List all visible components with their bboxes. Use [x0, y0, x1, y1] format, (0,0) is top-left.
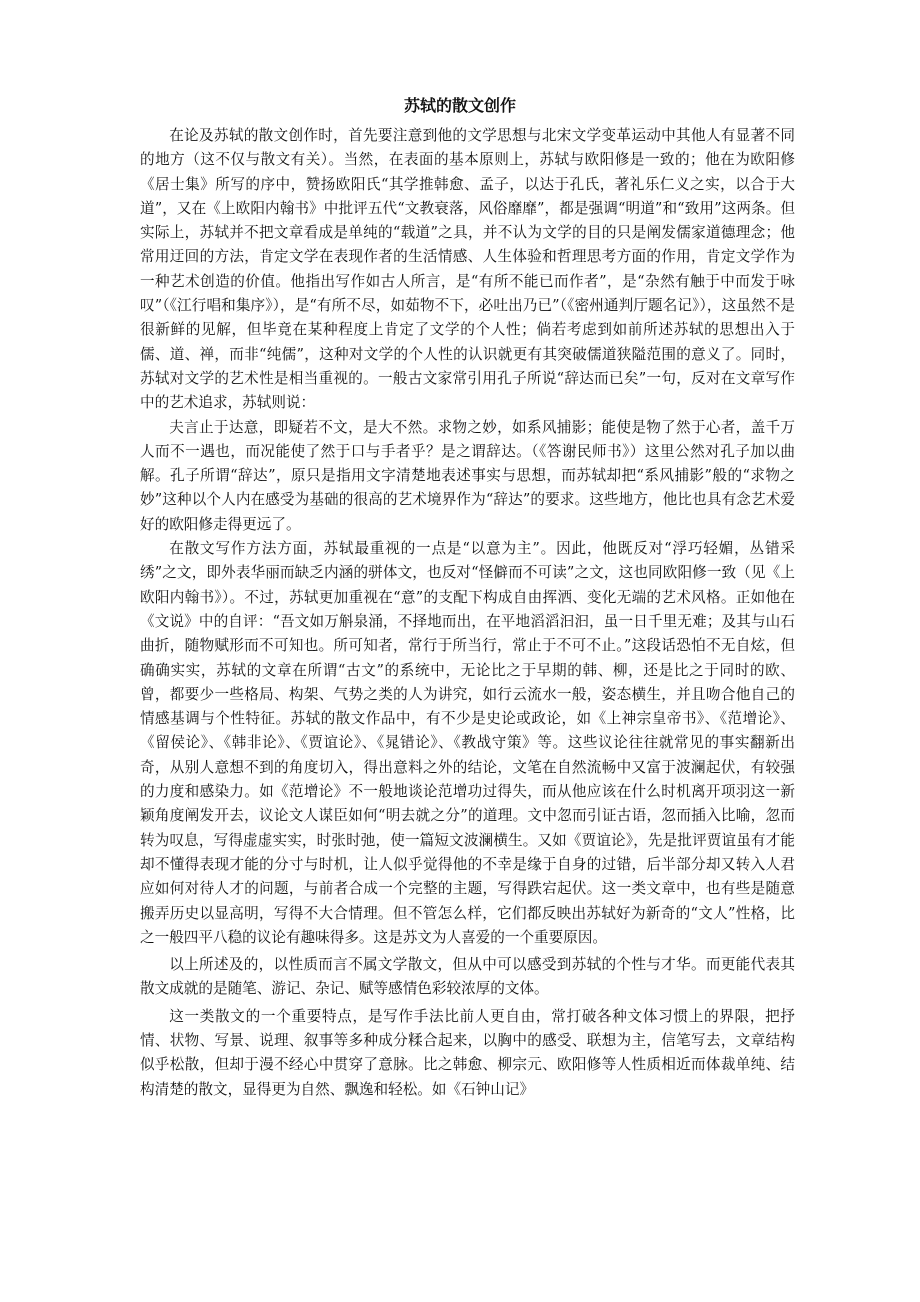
paragraph: 以上所述及的，以性质而言不属文学散文，但从中可以感受到苏轼的个性与才华。而更能代表其散文成就的是随笔、游记、杂记、赋等感情色彩较浓厚的文体。	[140, 956, 795, 998]
document-body	[140, 124, 795, 1102]
paragraph: 这一类散文的一个重要特点，是写作手法比前人更自由，常打破各种文体习惯上的界限，把抒情、状物、写景、说理、叙事等多种成分糅合起来，以胸中的感受、联想为主，信笔写去，文章结构似乎松散，但却于漫不经心中贯穿了意脉。比之韩愈、柳宗元、欧阳修等人性质相近而体裁单纯、结构清楚的散文，显得更为自然、飘逸和轻松。如《石钟山记》	[140, 1007, 795, 1098]
quoted-paragraph: 夫言止于达意，即疑若不文，是大不然。求物之妙，如系风捕影；能使是物了然于心者，盖千万人而不一遇也，而况能使了然于口与手者乎？是之谓辞达。（《答谢民师书》）这里公然对孔子加以曲解。孔子所谓“辞达”，原只是指用文字清楚地表述事实与思想，而苏轼却把“系风捕影”般的“求物之妙”这种以个人内在感受为基础的很高的艺术境界作为“辞达”的要求。这些地方，他比也具有念艺术爱好的欧阳修走得更远了。	[140, 418, 795, 533]
document-title: 苏轼的散文创作	[403, 96, 516, 115]
paragraph: 在论及苏轼的散文创作时，首先要注意到他的文学思想与北宋文学变革运动中其他人有显著不同的地方（这不仅与散文有关）。当然，在表面的基本原则上，苏轼与欧阳修是一致的；他在为欧阳修《居士集》所写的序中，赞扬欧阳氏“其学推韩愈、孟子，以达于孔氏，著礼乐仁义之实，以合于大道”，又在《上欧阳内翰书》中批评五代“文教衰落，风俗靡靡”，都是强调“明道”和“致用”这两条。但实际上，苏轼并不把文章看成是单纯的“载道”之具，并不认为文学的目的只是阐发儒家道德理念；他常用迂回的方法，肯定文学在表现作者的生活情感、人生体验和哲理思考方面的作用，肯定文学作为一种艺术创造的价值。他指出写作如古人所言，是“有所不能已而作者”，是“杂然有触于中而发于咏叹”（《江行唱和集序》），是“有所不尽，如茹物不下，必吐出乃已”（《密州通判厅题名记》），这虽然不是很新鲜的见解，但毕竟在某种程度上肯定了文学的个人性；倘若考虑到如前所述苏轼的思想出入于儒、道、禅，而非“纯儒”，这种对文学的个人性的认识就更有其突破儒道狭隘范围的意义了。同时，苏轼对文学的艺术性是相当重视的。一般古文家常引用孔子所说“辞达而已矣”一句，反对在文章写作中的艺术追求，苏轼则说：	[140, 127, 795, 412]
paragraph: 在散文写作方法方面，苏轼最重视的一点是“以意为主”。因此，他既反对“浮巧轻媚，丛错采绣”之文，即外表华丽而缺乏内涵的骈体文，也反对“怪僻而不可读”之文，这也同欧阳修一致（见《上欧阳内翰书》）。不过，苏轼更加重视在“意”的支配下构成自由挥洒、变化无端的艺术风格。正如他在《文说》中的自评：“吾文如万斛泉涌，不择地而出，在平地滔滔汩汩，虽一日千里无难；及其与山石曲折，随物赋形而不可知也。所可知者，常行于所当行，常止于不可不止。”这段话恐怕不无自炫，但确确实实，苏轼的文章在所谓“古文”的系统中，无论比之于早期的韩、柳，还是比之于同时的欧、曾，都要少一些格局、构架、气势之类的人为讲究，如行云流水一般，姿态横生，并且吻合他自己的情感基调与个性特征。苏轼的散文作品中，有不少是史论或政论，如《上神宗皇帝书》、《范增论》、《留侯论》、《韩非论》、《贾谊论》、《晁错论》、《教战守策》等。这些议论往往就常见的事实翻新出奇，从别人意想不到的角度切入，得出意料之外的结论，文笔在自然流畅中又富于波澜起伏，有较强的力度和感染力。如《范增论》不一般地谈论范增功过得失，而从他应该在什么时机离开项羽这一新颖角度阐发开去，议论文人谋臣如何“明去就之分”的道理。文中忽而引证古语，忽而插入比喻，忽而转为叹息，写得虚虚实实，时张时弛，使一篇短文波澜横生。又如《贾谊论》，先是批评贾谊虽有才能却不懂得表现才能的分寸与时机，让人似乎觉得他的不幸是缘于自身的过错，后半部分却又转入人君应如何对待人才的问题，与前者合成一个完整的主题，写得跌宕起伏。这一类文章中，也有些是随意搬弄历史以显高明，写得不大合情理。但不管怎么样，它们都反映出苏轼好为新奇的“文人”性格，比之一般四平八稳的议论有趣味得多。这是苏文为人喜爱的一个重要原因。	[140, 540, 795, 946]
